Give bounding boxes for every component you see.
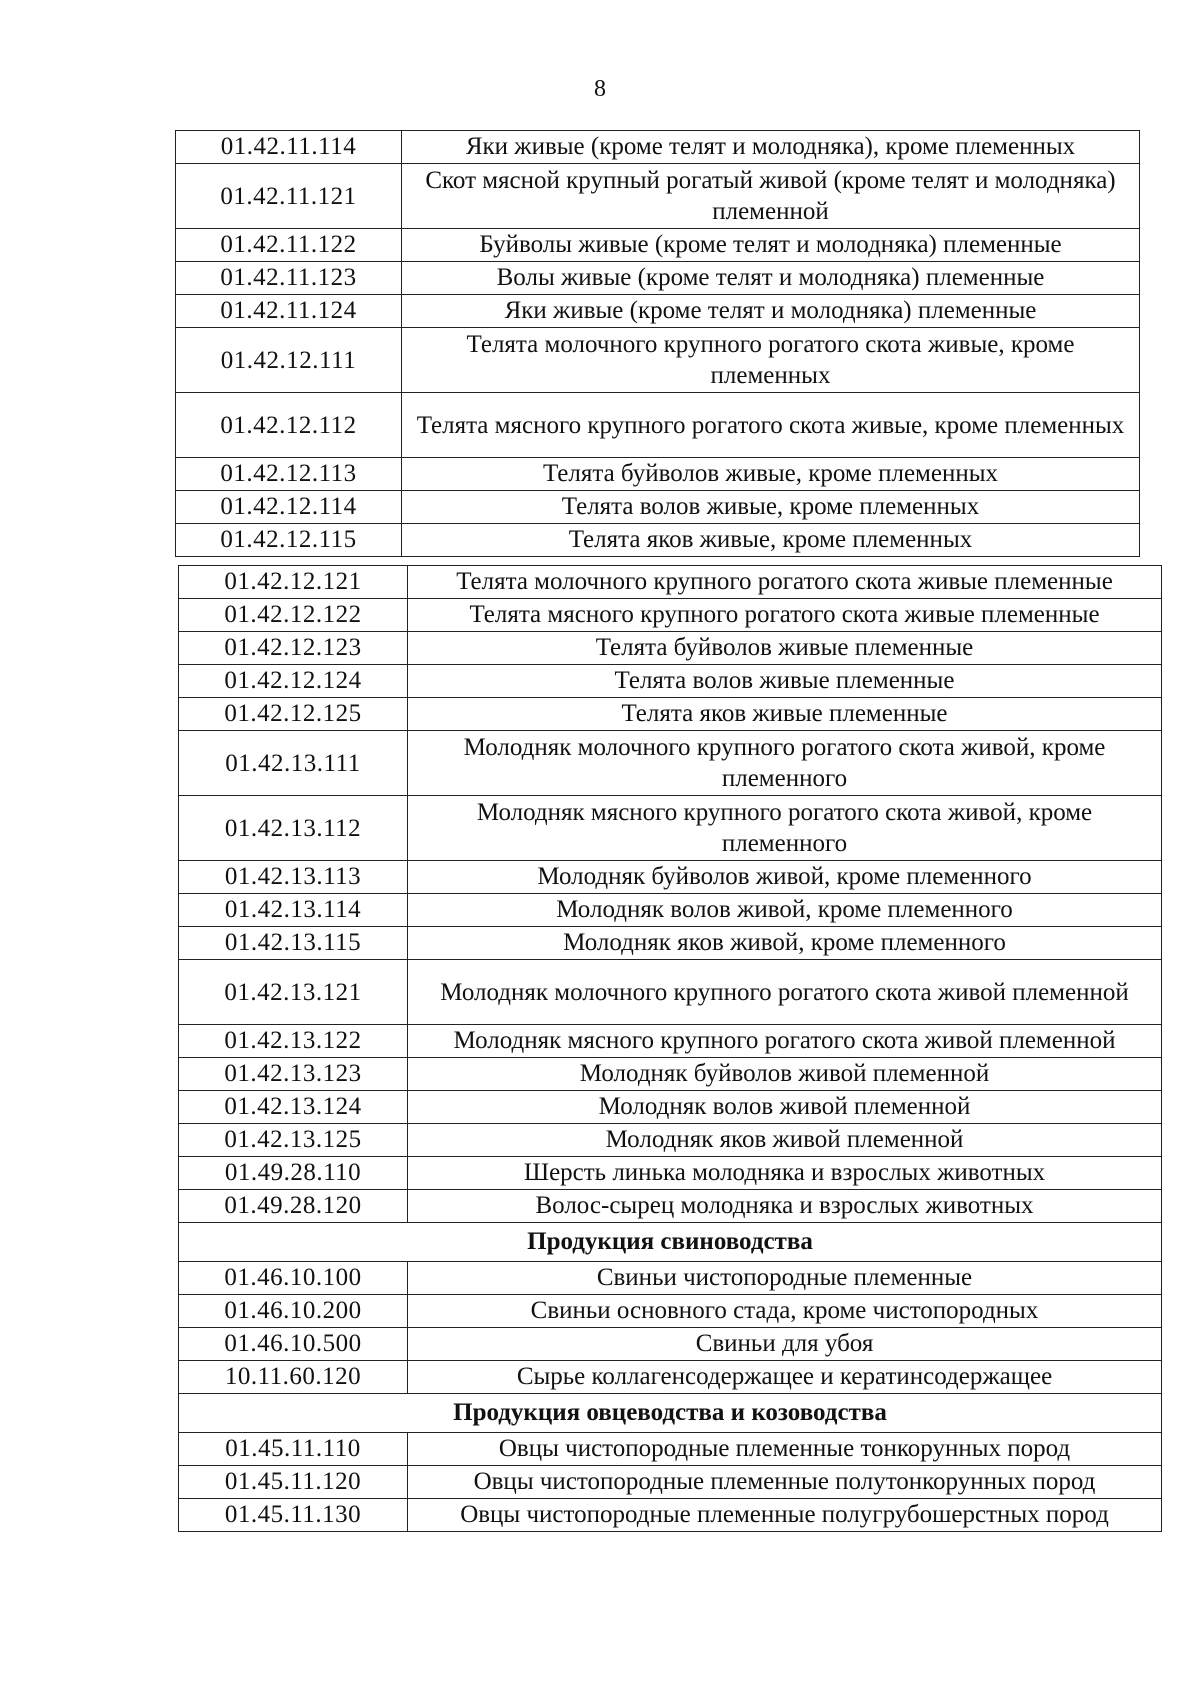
okpd2-code-cell: 01.42.13.115 xyxy=(179,927,408,960)
product-name-cell: Сырье коллагенсодержащее и кератинсодержащее xyxy=(408,1361,1162,1394)
table-row xyxy=(179,894,1162,927)
table-row xyxy=(176,393,1140,458)
table-body xyxy=(176,131,1140,557)
okpd2-code-cell: 01.42.13.112 xyxy=(179,796,408,861)
table-row xyxy=(179,1433,1162,1466)
table-row xyxy=(176,458,1140,491)
okpd2-code-cell: 01.42.12.114 xyxy=(176,491,402,524)
table-row xyxy=(179,1295,1162,1328)
okpd2-code-cell: 01.42.12.123 xyxy=(179,632,408,665)
table-row xyxy=(179,1466,1162,1499)
table-row xyxy=(179,1124,1162,1157)
table-row xyxy=(179,1262,1162,1295)
product-name-cell: Свиньи основного стада, кроме чистопородных xyxy=(408,1295,1162,1328)
okpd2-code-cell: 01.46.10.200 xyxy=(179,1295,408,1328)
product-name-cell: Яки живые (кроме телят и молодняка) племенные xyxy=(402,295,1140,328)
table-body xyxy=(179,566,1162,1532)
product-name-cell: Телята яков живые, кроме племенных xyxy=(402,524,1140,557)
table-row xyxy=(179,1328,1162,1361)
table-row xyxy=(179,632,1162,665)
okpd2-code-cell: 01.42.13.111 xyxy=(179,731,408,796)
product-name-cell: Телята молочного крупного рогатого скота живые, кроме племенных xyxy=(402,328,1140,393)
okpd2-code-cell: 01.42.11.114 xyxy=(176,131,402,164)
okpd2-code-cell: 01.49.28.120 xyxy=(179,1190,408,1223)
okpd2-code-cell: 01.42.13.114 xyxy=(179,894,408,927)
table-row xyxy=(179,1361,1162,1394)
okpd2-code-cell: 01.42.12.121 xyxy=(179,566,408,599)
okpd2-code-cell: 01.42.13.124 xyxy=(179,1091,408,1124)
table-row xyxy=(176,524,1140,557)
product-name-cell: Молодняк мясного крупного рогатого скота живой, кроме племенного xyxy=(408,796,1162,861)
okpd2-code-cell: 01.46.10.500 xyxy=(179,1328,408,1361)
table-row xyxy=(176,491,1140,524)
table-row xyxy=(179,796,1162,861)
okpd2-code-cell: 01.49.28.110 xyxy=(179,1157,408,1190)
okpd2-code-cell: 01.45.11.120 xyxy=(179,1466,408,1499)
okpd2-code-cell: 01.42.11.121 xyxy=(176,164,402,229)
okpd2-code-cell: 01.42.12.125 xyxy=(179,698,408,731)
okpd2-code-cell: 01.45.11.110 xyxy=(179,1433,408,1466)
table-row xyxy=(176,164,1140,229)
product-name-cell: Волы живые (кроме телят и молодняка) племенные xyxy=(402,262,1140,295)
product-name-cell: Телята буйволов живые племенные xyxy=(408,632,1162,665)
product-name-cell: Телята яков живые племенные xyxy=(408,698,1162,731)
okpd2-code-cell: 01.42.12.122 xyxy=(179,599,408,632)
table-row xyxy=(179,731,1162,796)
table-row xyxy=(179,1058,1162,1091)
table-row xyxy=(179,1157,1162,1190)
product-name-cell: Буйволы живые (кроме телят и молодняка) племенные xyxy=(402,229,1140,262)
okpd2-code-cell: 01.42.12.111 xyxy=(176,328,402,393)
product-name-cell: Скот мясной крупный рогатый живой (кроме телят и молодняка) племенной xyxy=(402,164,1140,229)
table-row xyxy=(179,1190,1162,1223)
product-name-cell: Телята молочного крупного рогатого скота живые племенные xyxy=(408,566,1162,599)
table-row xyxy=(176,328,1140,393)
table-row xyxy=(179,698,1162,731)
classification-table-part-1 xyxy=(175,130,1140,557)
table-row xyxy=(179,861,1162,894)
product-name-cell: Овцы чистопородные племенные тонкорунных пород xyxy=(408,1433,1162,1466)
okpd2-code-cell: 01.42.11.124 xyxy=(176,295,402,328)
table-row xyxy=(179,566,1162,599)
product-name-cell: Телята буйволов живые, кроме племенных xyxy=(402,458,1140,491)
okpd2-code-cell: 01.42.13.122 xyxy=(179,1025,408,1058)
section-header-row xyxy=(179,1394,1162,1433)
product-name-cell: Молодняк яков живой племенной xyxy=(408,1124,1162,1157)
product-name-cell: Телята мясного крупного рогатого скота живые, кроме племенных xyxy=(402,393,1140,458)
table-row xyxy=(179,1091,1162,1124)
product-name-cell: Молодняк буйволов живой, кроме племенного xyxy=(408,861,1162,894)
section-header-row xyxy=(179,1223,1162,1262)
table-row xyxy=(176,131,1140,164)
product-name-cell: Свиньи чистопородные племенные xyxy=(408,1262,1162,1295)
table-row xyxy=(179,1025,1162,1058)
product-name-cell: Молодняк яков живой, кроме племенного xyxy=(408,927,1162,960)
product-name-cell: Молодняк волов живой, кроме племенного xyxy=(408,894,1162,927)
okpd2-code-cell: 01.42.12.124 xyxy=(179,665,408,698)
table-row xyxy=(179,599,1162,632)
okpd2-code-cell: 01.42.13.121 xyxy=(179,960,408,1025)
okpd2-code-cell: 01.42.13.125 xyxy=(179,1124,408,1157)
table-row xyxy=(176,262,1140,295)
product-name-cell: Телята мясного крупного рогатого скота живые племенные xyxy=(408,599,1162,632)
section-title: Продукция свиноводства xyxy=(179,1223,1162,1262)
table-row xyxy=(176,295,1140,328)
okpd2-code-cell: 01.42.13.113 xyxy=(179,861,408,894)
table-row xyxy=(176,229,1140,262)
okpd2-code-cell: 01.42.11.122 xyxy=(176,229,402,262)
table-row xyxy=(179,927,1162,960)
product-name-cell: Молодняк молочного крупного рогатого скота живой племенной xyxy=(408,960,1162,1025)
okpd2-code-cell: 01.42.12.113 xyxy=(176,458,402,491)
product-name-cell: Овцы чистопородные племенные полутонкорунных пород xyxy=(408,1466,1162,1499)
classification-table-part-2 xyxy=(178,565,1162,1532)
product-name-cell: Шерсть линька молодняка и взрослых животных xyxy=(408,1157,1162,1190)
okpd2-code-cell: 01.42.12.115 xyxy=(176,524,402,557)
page-number: 8 xyxy=(594,76,606,102)
table-row xyxy=(179,1499,1162,1532)
product-name-cell: Телята волов живые племенные xyxy=(408,665,1162,698)
product-name-cell: Молодняк волов живой племенной xyxy=(408,1091,1162,1124)
product-name-cell: Овцы чистопородные племенные полугрубошерстных пород xyxy=(408,1499,1162,1532)
product-name-cell: Молодняк молочного крупного рогатого скота живой, кроме племенного xyxy=(408,731,1162,796)
table-row xyxy=(179,960,1162,1025)
okpd2-code-cell: 10.11.60.120 xyxy=(179,1361,408,1394)
okpd2-code-cell: 01.45.11.130 xyxy=(179,1499,408,1532)
product-name-cell: Молодняк буйволов живой племенной xyxy=(408,1058,1162,1091)
table-row xyxy=(179,665,1162,698)
product-name-cell: Волос-сырец молодняка и взрослых животных xyxy=(408,1190,1162,1223)
okpd2-code-cell: 01.42.13.123 xyxy=(179,1058,408,1091)
product-name-cell: Свиньи для убоя xyxy=(408,1328,1162,1361)
section-title: Продукция овцеводства и козоводства xyxy=(179,1394,1162,1433)
okpd2-code-cell: 01.42.11.123 xyxy=(176,262,402,295)
product-name-cell: Яки живые (кроме телят и молодняка), кроме племенных xyxy=(402,131,1140,164)
product-name-cell: Молодняк мясного крупного рогатого скота живой племенной xyxy=(408,1025,1162,1058)
okpd2-code-cell: 01.46.10.100 xyxy=(179,1262,408,1295)
product-name-cell: Телята волов живые, кроме племенных xyxy=(402,491,1140,524)
okpd2-code-cell: 01.42.12.112 xyxy=(176,393,402,458)
